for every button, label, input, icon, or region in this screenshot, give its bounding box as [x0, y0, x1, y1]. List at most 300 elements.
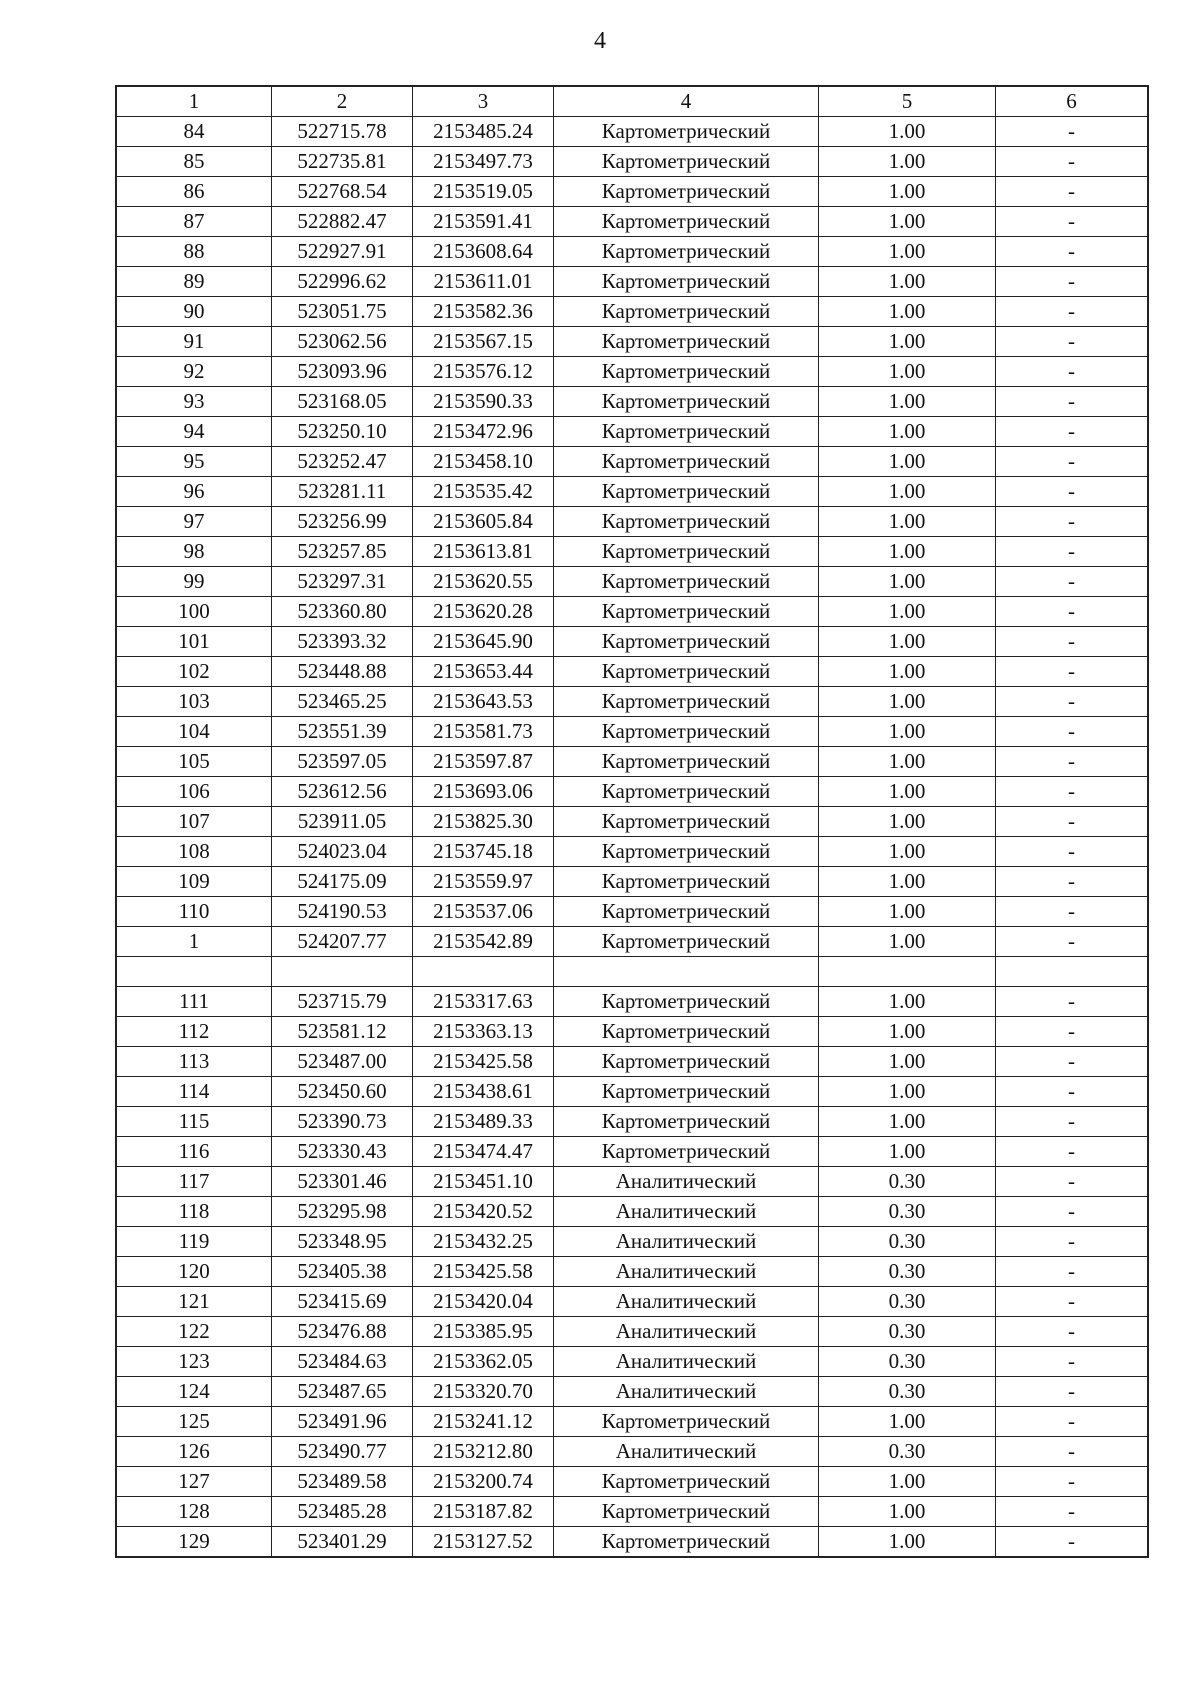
point-number-cell: 126	[116, 1437, 272, 1467]
method-cell: Картометрический	[554, 447, 819, 477]
point-number-cell: 127	[116, 1467, 272, 1497]
table-row	[116, 1077, 1148, 1107]
accuracy-cell: 1.00	[819, 537, 996, 567]
note-cell: -	[996, 1317, 1149, 1347]
y-coordinate-cell: 2153537.06	[413, 897, 554, 927]
method-cell: Картометрический	[554, 717, 819, 747]
point-number-cell: 102	[116, 657, 272, 687]
method-cell: Картометрический	[554, 327, 819, 357]
x-coordinate-cell: 523487.00	[272, 1047, 413, 1077]
accuracy-cell: 1.00	[819, 267, 996, 297]
table-row	[116, 957, 1148, 987]
method-cell: Картометрический	[554, 387, 819, 417]
y-coordinate-cell: 2153241.12	[413, 1407, 554, 1437]
point-number-cell: 111	[116, 987, 272, 1017]
table-row	[116, 1347, 1148, 1377]
y-coordinate-cell: 2153317.63	[413, 987, 554, 1017]
x-coordinate-cell: 523491.96	[272, 1407, 413, 1437]
table-row	[116, 1407, 1148, 1437]
x-coordinate-cell: 523348.95	[272, 1227, 413, 1257]
note-cell: -	[996, 537, 1149, 567]
table-row	[116, 867, 1148, 897]
note-cell: -	[996, 447, 1149, 477]
point-number-cell: 101	[116, 627, 272, 657]
method-cell: Картометрический	[554, 897, 819, 927]
accuracy-cell: 0.30	[819, 1227, 996, 1257]
accuracy-cell: 1.00	[819, 687, 996, 717]
method-cell: Картометрический	[554, 777, 819, 807]
table-row	[116, 1227, 1148, 1257]
y-coordinate-cell: 2153620.28	[413, 597, 554, 627]
accuracy-cell: 1.00	[819, 1047, 996, 1077]
accuracy-cell: 1.00	[819, 927, 996, 957]
y-coordinate-cell: 2153605.84	[413, 507, 554, 537]
x-coordinate-cell: 523393.32	[272, 627, 413, 657]
table-row	[116, 447, 1148, 477]
note-cell: -	[996, 237, 1149, 267]
y-coordinate-cell: 2153420.52	[413, 1197, 554, 1227]
note-cell: -	[996, 1017, 1149, 1047]
point-number-cell: 91	[116, 327, 272, 357]
accuracy-cell: 1.00	[819, 1107, 996, 1137]
note-cell: -	[996, 507, 1149, 537]
table-row	[116, 777, 1148, 807]
table-row	[116, 897, 1148, 927]
x-coordinate-cell: 522882.47	[272, 207, 413, 237]
method-cell: Картометрический	[554, 1047, 819, 1077]
note-cell: -	[996, 627, 1149, 657]
x-coordinate-cell: 523415.69	[272, 1287, 413, 1317]
point-number-cell: 117	[116, 1167, 272, 1197]
accuracy-cell: 1.00	[819, 987, 996, 1017]
accuracy-cell: 1.00	[819, 717, 996, 747]
method-cell: Картометрический	[554, 927, 819, 957]
method-cell: Картометрический	[554, 1077, 819, 1107]
x-coordinate-cell: 524190.53	[272, 897, 413, 927]
y-coordinate-cell: 2153432.25	[413, 1227, 554, 1257]
method-cell: Картометрический	[554, 537, 819, 567]
note-cell: -	[996, 867, 1149, 897]
point-number-cell: 97	[116, 507, 272, 537]
table-row	[116, 1497, 1148, 1527]
column-header-2: 2	[272, 86, 413, 117]
x-coordinate-cell: 523484.63	[272, 1347, 413, 1377]
accuracy-cell: 1.00	[819, 177, 996, 207]
point-number-cell: 94	[116, 417, 272, 447]
x-coordinate-cell: 523490.77	[272, 1437, 413, 1467]
point-number-cell: 88	[116, 237, 272, 267]
y-coordinate-cell: 2153200.74	[413, 1467, 554, 1497]
accuracy-cell: 1.00	[819, 807, 996, 837]
x-coordinate-cell: 523487.65	[272, 1377, 413, 1407]
point-number-cell: 106	[116, 777, 272, 807]
x-coordinate-cell: 523093.96	[272, 357, 413, 387]
x-coordinate-cell: 523465.25	[272, 687, 413, 717]
method-cell: Аналитический	[554, 1197, 819, 1227]
accuracy-cell: 1.00	[819, 657, 996, 687]
y-coordinate-cell: 2153485.24	[413, 117, 554, 147]
note-cell: -	[996, 717, 1149, 747]
method-cell: Картометрический	[554, 657, 819, 687]
note-cell: -	[996, 1497, 1149, 1527]
accuracy-cell: 1.00	[819, 147, 996, 177]
method-cell: Аналитический	[554, 1317, 819, 1347]
point-number-cell: 121	[116, 1287, 272, 1317]
accuracy-cell: 1.00	[819, 1407, 996, 1437]
table-row	[116, 627, 1148, 657]
point-number-cell	[116, 957, 272, 987]
accuracy-cell: 1.00	[819, 867, 996, 897]
y-coordinate-cell: 2153582.36	[413, 297, 554, 327]
point-number-cell: 113	[116, 1047, 272, 1077]
y-coordinate-cell: 2153425.58	[413, 1257, 554, 1287]
x-coordinate-cell: 522996.62	[272, 267, 413, 297]
accuracy-cell: 1.00	[819, 897, 996, 927]
x-coordinate-cell: 523911.05	[272, 807, 413, 837]
x-coordinate-cell: 524207.77	[272, 927, 413, 957]
method-cell: Картометрический	[554, 147, 819, 177]
point-number-cell: 122	[116, 1317, 272, 1347]
x-coordinate-cell: 523297.31	[272, 567, 413, 597]
x-coordinate-cell: 523715.79	[272, 987, 413, 1017]
y-coordinate-cell: 2153363.13	[413, 1017, 554, 1047]
x-coordinate-cell: 523051.75	[272, 297, 413, 327]
note-cell: -	[996, 147, 1149, 177]
accuracy-cell: 0.30	[819, 1347, 996, 1377]
y-coordinate-cell: 2153611.01	[413, 267, 554, 297]
accuracy-cell: 0.30	[819, 1197, 996, 1227]
note-cell: -	[996, 1287, 1149, 1317]
method-cell: Картометрический	[554, 807, 819, 837]
table-row	[116, 687, 1148, 717]
note-cell: -	[996, 1227, 1149, 1257]
note-cell: -	[996, 657, 1149, 687]
note-cell: -	[996, 567, 1149, 597]
method-cell: Аналитический	[554, 1167, 819, 1197]
accuracy-cell: 1.00	[819, 627, 996, 657]
method-cell: Картометрический	[554, 567, 819, 597]
column-header-5: 5	[819, 86, 996, 117]
accuracy-cell: 1.00	[819, 1497, 996, 1527]
point-number-cell: 99	[116, 567, 272, 597]
y-coordinate-cell: 2153474.47	[413, 1137, 554, 1167]
accuracy-cell: 1.00	[819, 777, 996, 807]
table-row	[116, 537, 1148, 567]
point-number-cell: 128	[116, 1497, 272, 1527]
method-cell: Картометрический	[554, 207, 819, 237]
accuracy-cell: 1.00	[819, 297, 996, 327]
note-cell	[996, 957, 1149, 987]
method-cell: Аналитический	[554, 1347, 819, 1377]
accuracy-cell: 1.00	[819, 837, 996, 867]
column-header-1: 1	[116, 86, 272, 117]
method-cell: Картометрический	[554, 1407, 819, 1437]
y-coordinate-cell: 2153591.41	[413, 207, 554, 237]
accuracy-cell: 1.00	[819, 387, 996, 417]
method-cell: Картометрический	[554, 177, 819, 207]
x-coordinate-cell: 523612.56	[272, 777, 413, 807]
y-coordinate-cell: 2153608.64	[413, 237, 554, 267]
y-coordinate-cell: 2153425.58	[413, 1047, 554, 1077]
accuracy-cell: 1.00	[819, 1467, 996, 1497]
method-cell: Аналитический	[554, 1377, 819, 1407]
point-number-cell: 105	[116, 747, 272, 777]
y-coordinate-cell: 2153567.15	[413, 327, 554, 357]
x-coordinate-cell: 522768.54	[272, 177, 413, 207]
table-row	[116, 1287, 1148, 1317]
point-number-cell: 86	[116, 177, 272, 207]
x-coordinate-cell: 523168.05	[272, 387, 413, 417]
point-number-cell: 87	[116, 207, 272, 237]
table-row	[116, 1167, 1148, 1197]
y-coordinate-cell: 2153581.73	[413, 717, 554, 747]
y-coordinate-cell: 2153362.05	[413, 1347, 554, 1377]
accuracy-cell: 1.00	[819, 567, 996, 597]
point-number-cell: 85	[116, 147, 272, 177]
accuracy-cell: 1.00	[819, 1527, 996, 1558]
x-coordinate-cell	[272, 957, 413, 987]
point-number-cell: 116	[116, 1137, 272, 1167]
method-cell: Картометрический	[554, 987, 819, 1017]
x-coordinate-cell: 523252.47	[272, 447, 413, 477]
y-coordinate-cell: 2153559.97	[413, 867, 554, 897]
y-coordinate-cell: 2153535.42	[413, 477, 554, 507]
y-coordinate-cell: 2153613.81	[413, 537, 554, 567]
y-coordinate-cell: 2153472.96	[413, 417, 554, 447]
y-coordinate-cell	[413, 957, 554, 987]
note-cell: -	[996, 1437, 1149, 1467]
point-number-cell: 100	[116, 597, 272, 627]
table-row	[116, 1377, 1148, 1407]
x-coordinate-cell: 523360.80	[272, 597, 413, 627]
note-cell: -	[996, 117, 1149, 147]
x-coordinate-cell: 523448.88	[272, 657, 413, 687]
note-cell: -	[996, 897, 1149, 927]
x-coordinate-cell: 523489.58	[272, 1467, 413, 1497]
y-coordinate-cell: 2153620.55	[413, 567, 554, 597]
table-row	[116, 357, 1148, 387]
x-coordinate-cell: 523551.39	[272, 717, 413, 747]
method-cell: Картометрический	[554, 297, 819, 327]
method-cell: Аналитический	[554, 1227, 819, 1257]
column-header-4: 4	[554, 86, 819, 117]
point-number-cell: 112	[116, 1017, 272, 1047]
table-row	[116, 717, 1148, 747]
note-cell: -	[996, 1467, 1149, 1497]
note-cell: -	[996, 597, 1149, 627]
x-coordinate-cell: 523062.56	[272, 327, 413, 357]
method-cell	[554, 957, 819, 987]
point-number-cell: 115	[116, 1107, 272, 1137]
method-cell: Картометрический	[554, 237, 819, 267]
accuracy-cell: 1.00	[819, 747, 996, 777]
point-number-cell: 125	[116, 1407, 272, 1437]
method-cell: Картометрический	[554, 1137, 819, 1167]
note-cell: -	[996, 747, 1149, 777]
note-cell: -	[996, 207, 1149, 237]
y-coordinate-cell: 2153385.95	[413, 1317, 554, 1347]
accuracy-cell	[819, 957, 996, 987]
table-row	[116, 1137, 1148, 1167]
x-coordinate-cell: 523250.10	[272, 417, 413, 447]
accuracy-cell: 1.00	[819, 1077, 996, 1107]
y-coordinate-cell: 2153645.90	[413, 627, 554, 657]
note-cell: -	[996, 1047, 1149, 1077]
note-cell: -	[996, 1257, 1149, 1287]
x-coordinate-cell: 524175.09	[272, 867, 413, 897]
method-cell: Картометрический	[554, 1107, 819, 1137]
note-cell: -	[996, 1077, 1149, 1107]
y-coordinate-cell: 2153127.52	[413, 1527, 554, 1558]
method-cell: Картометрический	[554, 747, 819, 777]
point-number-cell: 120	[116, 1257, 272, 1287]
accuracy-cell: 1.00	[819, 417, 996, 447]
table-row	[116, 147, 1148, 177]
method-cell: Картометрический	[554, 597, 819, 627]
note-cell: -	[996, 987, 1149, 1017]
note-cell: -	[996, 1137, 1149, 1167]
y-coordinate-cell: 2153576.12	[413, 357, 554, 387]
method-cell: Картометрический	[554, 1527, 819, 1558]
y-coordinate-cell: 2153320.70	[413, 1377, 554, 1407]
y-coordinate-cell: 2153187.82	[413, 1497, 554, 1527]
method-cell: Аналитический	[554, 1287, 819, 1317]
point-number-cell: 84	[116, 117, 272, 147]
note-cell: -	[996, 477, 1149, 507]
point-number-cell: 110	[116, 897, 272, 927]
x-coordinate-cell: 523281.11	[272, 477, 413, 507]
note-cell: -	[996, 387, 1149, 417]
x-coordinate-cell: 523330.43	[272, 1137, 413, 1167]
note-cell: -	[996, 807, 1149, 837]
note-cell: -	[996, 1527, 1149, 1558]
method-cell: Картометрический	[554, 417, 819, 447]
method-cell: Картометрический	[554, 117, 819, 147]
x-coordinate-cell: 523256.99	[272, 507, 413, 537]
table-row	[116, 477, 1148, 507]
x-coordinate-cell: 523401.29	[272, 1527, 413, 1558]
method-cell: Картометрический	[554, 867, 819, 897]
accuracy-cell: 0.30	[819, 1287, 996, 1317]
accuracy-cell: 0.30	[819, 1437, 996, 1467]
y-coordinate-cell: 2153745.18	[413, 837, 554, 867]
point-number-cell: 114	[116, 1077, 272, 1107]
accuracy-cell: 0.30	[819, 1377, 996, 1407]
table-row	[116, 837, 1148, 867]
table-row	[116, 747, 1148, 777]
accuracy-cell: 1.00	[819, 117, 996, 147]
point-number-cell: 90	[116, 297, 272, 327]
table-row	[116, 1317, 1148, 1347]
accuracy-cell: 0.30	[819, 1257, 996, 1287]
point-number-cell: 103	[116, 687, 272, 717]
method-cell: Аналитический	[554, 1257, 819, 1287]
table-row	[116, 1437, 1148, 1467]
table-row	[116, 297, 1148, 327]
x-coordinate-cell: 522927.91	[272, 237, 413, 267]
note-cell: -	[996, 417, 1149, 447]
y-coordinate-cell: 2153519.05	[413, 177, 554, 207]
note-cell: -	[996, 327, 1149, 357]
point-number-cell: 89	[116, 267, 272, 297]
method-cell: Картометрический	[554, 1017, 819, 1047]
x-coordinate-cell: 522735.81	[272, 147, 413, 177]
table-row	[116, 1257, 1148, 1287]
y-coordinate-cell: 2153825.30	[413, 807, 554, 837]
accuracy-cell: 1.00	[819, 477, 996, 507]
point-number-cell: 92	[116, 357, 272, 387]
point-number-cell: 129	[116, 1527, 272, 1558]
accuracy-cell: 1.00	[819, 447, 996, 477]
table-row	[116, 327, 1148, 357]
accuracy-cell: 1.00	[819, 1017, 996, 1047]
method-cell: Аналитический	[554, 1437, 819, 1467]
y-coordinate-cell: 2153420.04	[413, 1287, 554, 1317]
table-row	[116, 1107, 1148, 1137]
point-number-cell: 1	[116, 927, 272, 957]
x-coordinate-cell: 524023.04	[272, 837, 413, 867]
note-cell: -	[996, 1377, 1149, 1407]
method-cell: Картометрический	[554, 1467, 819, 1497]
page-number: 4	[594, 28, 606, 54]
table-row	[116, 267, 1148, 297]
accuracy-cell: 1.00	[819, 597, 996, 627]
table-row	[116, 1017, 1148, 1047]
method-cell: Картометрический	[554, 477, 819, 507]
accuracy-cell: 1.00	[819, 327, 996, 357]
accuracy-cell: 1.00	[819, 1137, 996, 1167]
point-number-cell: 118	[116, 1197, 272, 1227]
note-cell: -	[996, 177, 1149, 207]
note-cell: -	[996, 297, 1149, 327]
accuracy-cell: 0.30	[819, 1317, 996, 1347]
point-number-cell: 108	[116, 837, 272, 867]
x-coordinate-cell: 523597.05	[272, 747, 413, 777]
y-coordinate-cell: 2153597.87	[413, 747, 554, 777]
table-row	[116, 117, 1148, 147]
point-number-cell: 96	[116, 477, 272, 507]
note-cell: -	[996, 267, 1149, 297]
y-coordinate-cell: 2153489.33	[413, 1107, 554, 1137]
point-number-cell: 123	[116, 1347, 272, 1377]
method-cell: Картометрический	[554, 687, 819, 717]
table-row	[116, 567, 1148, 597]
accuracy-cell: 1.00	[819, 507, 996, 537]
point-number-cell: 95	[116, 447, 272, 477]
method-cell: Картометрический	[554, 627, 819, 657]
table-row	[116, 1047, 1148, 1077]
note-cell: -	[996, 927, 1149, 957]
point-number-cell: 104	[116, 717, 272, 747]
y-coordinate-cell: 2153458.10	[413, 447, 554, 477]
note-cell: -	[996, 1197, 1149, 1227]
accuracy-cell: 1.00	[819, 207, 996, 237]
method-cell: Картометрический	[554, 1497, 819, 1527]
x-coordinate-cell: 523390.73	[272, 1107, 413, 1137]
accuracy-cell: 1.00	[819, 357, 996, 387]
method-cell: Картометрический	[554, 507, 819, 537]
y-coordinate-cell: 2153451.10	[413, 1167, 554, 1197]
x-coordinate-cell: 523257.85	[272, 537, 413, 567]
point-number-cell: 109	[116, 867, 272, 897]
note-cell: -	[996, 1347, 1149, 1377]
column-header-3: 3	[413, 86, 554, 117]
x-coordinate-cell: 523295.98	[272, 1197, 413, 1227]
table-row	[116, 207, 1148, 237]
table-row	[116, 657, 1148, 687]
table-body	[116, 86, 1148, 1557]
note-cell: -	[996, 357, 1149, 387]
